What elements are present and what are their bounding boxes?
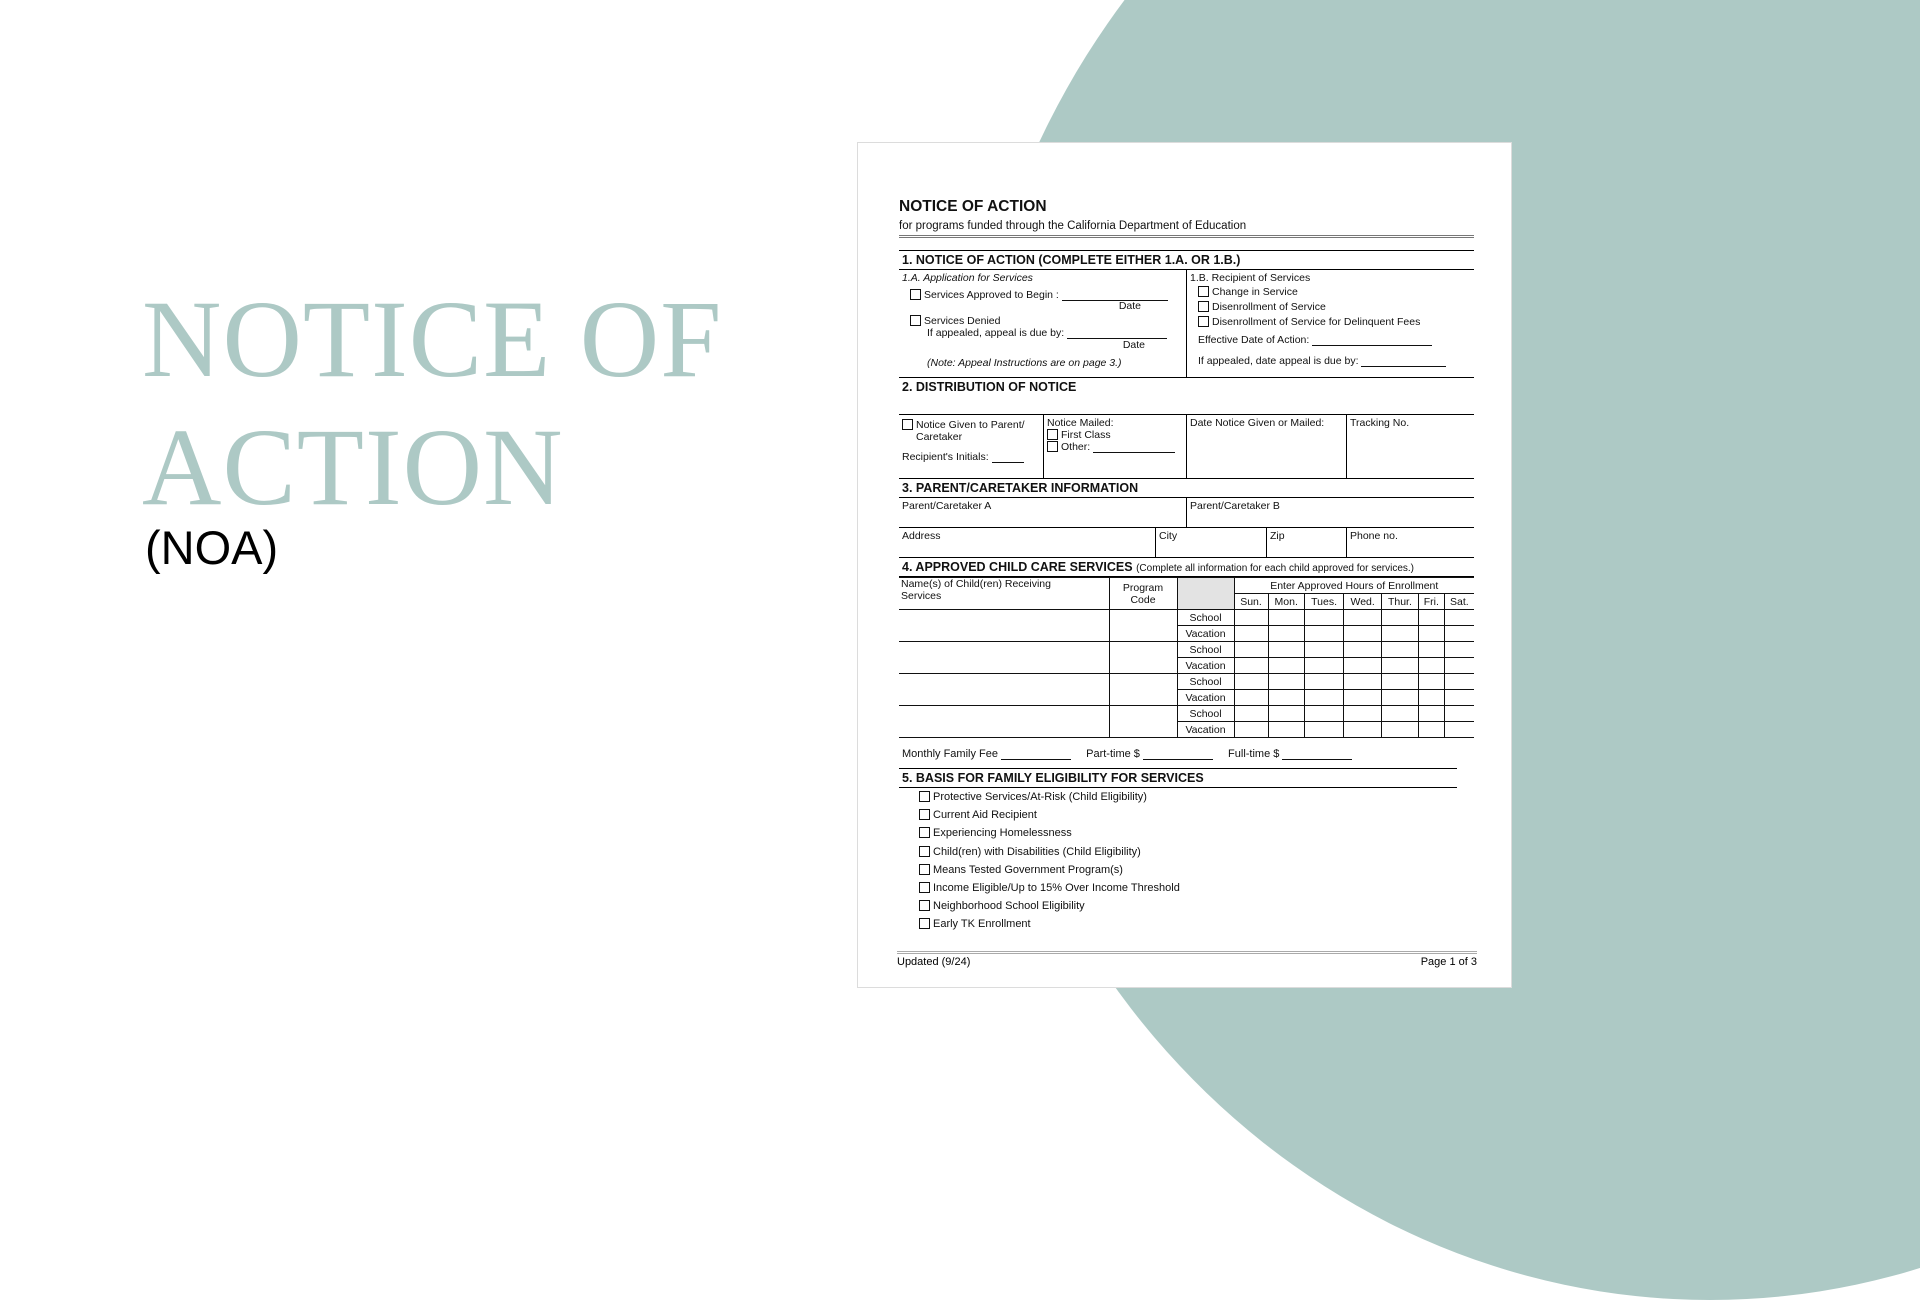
section4-note: (Complete all information for each child approved for services.)	[1136, 563, 1414, 574]
eligibility-checkbox[interactable]	[919, 918, 930, 929]
other-line[interactable]	[1093, 443, 1175, 453]
appeal-date-due-label: If appealed, date appeal is due by:	[1198, 355, 1359, 367]
program-code-cell[interactable]	[1109, 674, 1177, 706]
hours-cell[interactable]	[1344, 658, 1382, 674]
eligibility-checkbox[interactable]	[919, 846, 930, 857]
part-time-dollar: $	[1133, 748, 1140, 760]
hours-cell[interactable]	[1444, 706, 1474, 722]
hours-cell[interactable]	[1268, 642, 1304, 658]
children-names-header-line1: Name(s) of Child(ren) Receiving	[901, 578, 1051, 590]
school-label: School	[1177, 610, 1234, 626]
hours-cell[interactable]	[1418, 706, 1444, 722]
hours-cell[interactable]	[1268, 722, 1304, 738]
zip-label: Zip	[1270, 530, 1285, 542]
other-label: Other:	[1061, 441, 1091, 453]
schedule-table	[899, 577, 1474, 738]
schedule-row	[899, 674, 1474, 690]
eligibility-label: Child(ren) with Disabilities (Child Eligibility)	[933, 845, 1141, 858]
hours-cell[interactable]	[1381, 626, 1418, 642]
hours-cell[interactable]	[1344, 626, 1382, 642]
full-time-dollar: $	[1273, 748, 1280, 760]
hours-cell[interactable]	[1234, 626, 1268, 642]
schedule-row	[899, 642, 1474, 658]
hours-cell[interactable]	[1344, 706, 1382, 722]
eligibility-checkbox[interactable]	[919, 900, 930, 911]
appeal-date-label: Date	[1122, 339, 1145, 351]
services-approved-label: Services Approved to Begin :	[924, 289, 1059, 301]
school-label: School	[1177, 674, 1234, 690]
day-header: Thur.	[1381, 594, 1418, 610]
hours-cell[interactable]	[1444, 642, 1474, 658]
eligibility-item	[919, 864, 1457, 882]
hours-cell[interactable]	[1304, 658, 1344, 674]
hours-cell[interactable]	[1444, 626, 1474, 642]
session-type-header	[1177, 578, 1234, 610]
full-time-line[interactable]	[1282, 750, 1352, 760]
services-denied-checkbox[interactable]	[910, 315, 921, 326]
first-class-label: First Class	[1061, 429, 1111, 441]
form-footer	[897, 951, 1477, 968]
tracking-label: Tracking No.	[1350, 417, 1410, 429]
section1a-heading: 1.A. Application for Services	[902, 272, 1033, 284]
hours-cell[interactable]	[1344, 610, 1382, 626]
section1a	[899, 270, 1187, 377]
disenrollment-fees-checkbox[interactable]	[1198, 316, 1209, 327]
hours-cell[interactable]	[1381, 658, 1418, 674]
hours-cell[interactable]	[1304, 674, 1344, 690]
slide-subtitle: (NOA)	[145, 521, 279, 574]
approved-date-label: Date	[1118, 300, 1141, 312]
day-header: Mon.	[1268, 594, 1304, 610]
city-label: City	[1159, 530, 1178, 542]
city-cell[interactable]	[1156, 528, 1267, 557]
hours-cell[interactable]	[1444, 690, 1474, 706]
hours-cell[interactable]	[1304, 706, 1344, 722]
first-class-checkbox[interactable]	[1047, 429, 1058, 440]
tracking-cell[interactable]	[1347, 415, 1474, 478]
hours-cell[interactable]	[1344, 642, 1382, 658]
section4-title: 4. APPROVED CHILD CARE SERVICES	[902, 560, 1133, 574]
appeal-due-label: If appealed, appeal is due by:	[927, 327, 1065, 339]
eligibility-label: Means Tested Government Program(s)	[933, 863, 1123, 876]
hours-cell[interactable]	[1418, 674, 1444, 690]
recipient-initials-line[interactable]	[992, 453, 1024, 463]
slide-title-line2: ACTION	[142, 406, 564, 528]
hours-cell[interactable]	[1268, 674, 1304, 690]
hours-cell[interactable]	[1418, 626, 1444, 642]
notice-given-label-2: Caretaker	[916, 431, 963, 443]
hours-cell[interactable]	[1234, 658, 1268, 674]
eligibility-label: Neighborhood School Eligibility	[933, 900, 1085, 913]
hours-cell[interactable]	[1381, 674, 1418, 690]
notice-given-cell	[899, 415, 1044, 478]
form-document-page	[857, 142, 1512, 988]
services-approved-checkbox[interactable]	[910, 289, 921, 300]
zip-cell[interactable]	[1267, 528, 1347, 557]
hours-cell[interactable]	[1234, 690, 1268, 706]
children-names-header-line2: Services	[901, 590, 942, 602]
change-service-checkbox[interactable]	[1198, 286, 1209, 297]
section1b	[1187, 270, 1474, 377]
section1-heading: 1. NOTICE OF ACTION (COMPLETE EITHER 1.A. OR 1.B.)	[899, 250, 1474, 270]
hours-cell[interactable]	[1304, 610, 1344, 626]
child-name-cell[interactable]	[899, 610, 1109, 642]
hours-cell[interactable]	[1304, 642, 1344, 658]
hours-cell[interactable]	[1268, 658, 1304, 674]
notice-mailed-cell	[1044, 415, 1187, 478]
schedule-row	[899, 610, 1474, 626]
hours-cell[interactable]	[1304, 690, 1344, 706]
vacation-label: Vacation	[1177, 722, 1234, 738]
section2-heading: 2. DISTRIBUTION OF NOTICE	[899, 378, 1474, 415]
date-given-label: Date Notice Given or Mailed:	[1190, 417, 1325, 429]
vacation-label: Vacation	[1177, 690, 1234, 706]
approved-date-line[interactable]	[1062, 291, 1168, 301]
program-code-cell[interactable]	[1109, 610, 1177, 642]
hours-cell[interactable]	[1234, 610, 1268, 626]
hours-cell[interactable]	[1381, 722, 1418, 738]
eligibility-item	[919, 882, 1457, 900]
disenrollment-fees-label: Disenrollment of Service for Delinquent Fees	[1212, 316, 1421, 328]
date-given-cell[interactable]	[1187, 415, 1347, 478]
program-code-header-line1: Program	[1122, 581, 1164, 594]
section5-heading: 5. BASIS FOR FAMILY ELIGIBILITY FOR SERVICES	[899, 768, 1457, 788]
hours-cell[interactable]	[1418, 642, 1444, 658]
slide-title	[142, 275, 722, 531]
eligibility-checkbox[interactable]	[919, 827, 930, 838]
other-checkbox[interactable]	[1047, 441, 1058, 452]
program-code-cell[interactable]	[1109, 642, 1177, 674]
eligibility-label: Current Aid Recipient	[933, 809, 1037, 822]
day-header: Fri.	[1418, 594, 1444, 610]
hours-cell[interactable]	[1381, 690, 1418, 706]
hours-cell[interactable]	[1444, 722, 1474, 738]
hours-cell[interactable]	[1418, 610, 1444, 626]
hours-cell[interactable]	[1344, 722, 1382, 738]
hours-cell[interactable]	[1304, 626, 1344, 642]
disenrollment-checkbox[interactable]	[1198, 301, 1209, 312]
disenrollment-label: Disenrollment of Service	[1212, 301, 1326, 313]
appeal-note: (Note: Appeal Instructions are on page 3.)	[927, 357, 1122, 369]
eligibility-checkbox[interactable]	[919, 864, 930, 875]
effective-date-line[interactable]	[1312, 336, 1432, 346]
section1b-heading: 1.B. Recipient of Services	[1190, 272, 1311, 284]
eligibility-list	[899, 791, 1457, 937]
hours-cell[interactable]	[1381, 610, 1418, 626]
day-header: Tues.	[1304, 594, 1344, 610]
section4-heading	[899, 558, 1474, 577]
school-label: School	[1177, 642, 1234, 658]
caretaker-a-label: Parent/Caretaker A	[902, 500, 992, 512]
hours-cell[interactable]	[1234, 722, 1268, 738]
address-cell[interactable]	[899, 528, 1156, 557]
hours-cell[interactable]	[1234, 674, 1268, 690]
full-time-label: Full-time	[1228, 748, 1271, 760]
hours-cell[interactable]	[1444, 610, 1474, 626]
hours-cell[interactable]	[1234, 706, 1268, 722]
effective-date-label: Effective Date of Action:	[1198, 334, 1310, 346]
eligibility-item	[919, 791, 1457, 809]
hours-cell[interactable]	[1234, 642, 1268, 658]
hours-cell[interactable]	[1344, 674, 1382, 690]
notice-given-checkbox[interactable]	[902, 419, 913, 430]
part-time-line[interactable]	[1143, 750, 1213, 760]
children-names-header	[899, 578, 1109, 610]
hours-cell[interactable]	[1304, 722, 1344, 738]
hours-cell[interactable]	[1268, 610, 1304, 626]
hours-cell[interactable]	[1344, 690, 1382, 706]
hours-cell[interactable]	[1268, 690, 1304, 706]
notice-mailed-label: Notice Mailed:	[1047, 417, 1114, 429]
hours-cell[interactable]	[1268, 706, 1304, 722]
eligibility-item	[919, 827, 1457, 845]
address-label: Address	[902, 530, 941, 542]
change-service-label: Change in Service	[1212, 286, 1298, 298]
vacation-label: Vacation	[1177, 626, 1234, 642]
eligibility-item	[919, 846, 1457, 864]
eligibility-item	[919, 809, 1457, 827]
notice-given-label-1: Notice Given to Parent/	[916, 419, 1025, 431]
caretaker-b-cell[interactable]	[1187, 498, 1474, 527]
footer-page-number: Page 1 of 3	[1420, 956, 1477, 968]
eligibility-checkbox[interactable]	[919, 809, 930, 820]
part-time-label: Part-time	[1086, 748, 1131, 760]
eligibility-checkbox[interactable]	[919, 791, 930, 802]
child-name-cell[interactable]	[899, 642, 1109, 674]
caretaker-b-label: Parent/Caretaker B	[1190, 500, 1280, 512]
form-title: NOTICE OF ACTION	[899, 198, 1047, 215]
hours-header: Enter Approved Hours of Enrollment	[1234, 578, 1474, 594]
appeal-due-line[interactable]	[1067, 329, 1167, 339]
school-label: School	[1177, 706, 1234, 722]
caretaker-a-cell[interactable]	[899, 498, 1187, 527]
recipient-initials-label: Recipient's Initials:	[902, 451, 989, 463]
day-header: Wed.	[1344, 594, 1382, 610]
eligibility-checkbox[interactable]	[919, 882, 930, 893]
hours-cell[interactable]	[1268, 626, 1304, 642]
eligibility-label: Income Eligible/Up to 15% Over Income Threshold	[933, 881, 1180, 894]
hours-cell[interactable]	[1381, 706, 1418, 722]
child-name-cell[interactable]	[899, 674, 1109, 706]
phone-cell[interactable]	[1347, 528, 1474, 557]
program-code-cell[interactable]	[1109, 706, 1177, 738]
appeal-date-due-line[interactable]	[1361, 357, 1446, 367]
eligibility-label: Protective Services/At-Risk (Child Eligibility)	[933, 791, 1147, 803]
eligibility-label: Experiencing Homelessness	[933, 827, 1072, 840]
hours-cell[interactable]	[1418, 658, 1444, 674]
services-denied-label: Services Denied	[924, 315, 1001, 327]
child-name-cell[interactable]	[899, 706, 1109, 738]
slide-title-line1: NOTICE OF	[142, 278, 723, 400]
eligibility-label: Early TK Enrollment	[933, 918, 1031, 931]
program-code-header-line2: Code	[1130, 593, 1156, 606]
hours-cell[interactable]	[1418, 690, 1444, 706]
hours-cell[interactable]	[1444, 674, 1474, 690]
phone-label: Phone no.	[1350, 530, 1398, 542]
form-subtitle: for programs funded through the California Department of Education	[899, 220, 1474, 238]
vacation-label: Vacation	[1177, 658, 1234, 674]
program-code-header	[1109, 578, 1177, 610]
eligibility-item	[919, 918, 1457, 936]
footer-updated: Updated (9/24)	[897, 956, 971, 968]
day-header: Sat.	[1444, 594, 1474, 610]
hours-cell[interactable]	[1381, 642, 1418, 658]
day-header: Sun.	[1234, 594, 1268, 610]
hours-cell[interactable]	[1418, 722, 1444, 738]
monthly-fee-line[interactable]	[1001, 750, 1071, 760]
section3-heading: 3. PARENT/CARETAKER INFORMATION	[899, 479, 1474, 498]
monthly-fee-label: Monthly Family Fee	[902, 748, 998, 760]
hours-cell[interactable]	[1444, 658, 1474, 674]
schedule-row	[899, 706, 1474, 722]
eligibility-item	[919, 900, 1457, 918]
